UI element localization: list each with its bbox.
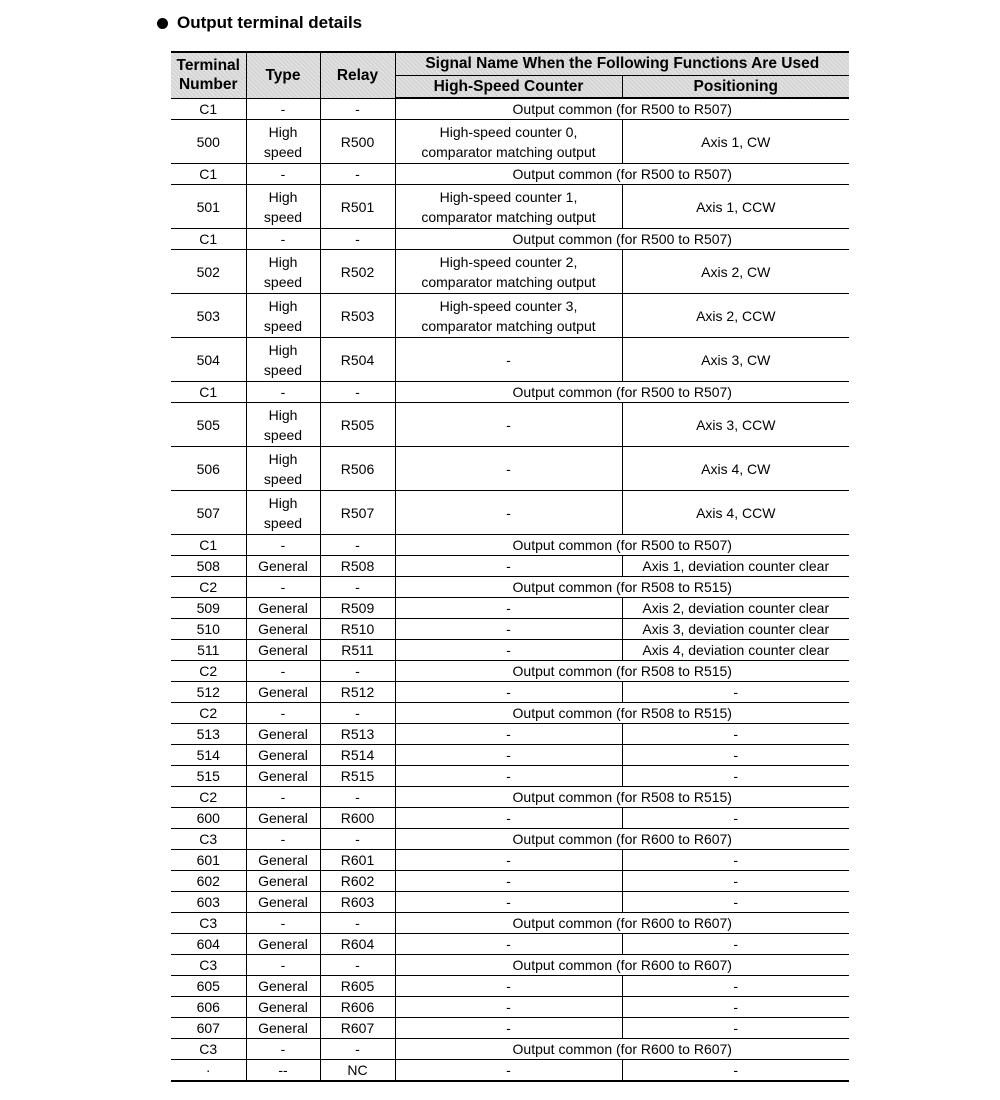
terminal-number-cell: 512 [171, 682, 246, 703]
positioning-cell: Axis 1, CCW [622, 185, 849, 229]
positioning-cell: - [622, 808, 849, 829]
relay-cell: R601 [320, 850, 395, 871]
positioning-cell: - [622, 934, 849, 955]
terminal-number-cell: 508 [171, 556, 246, 577]
terminal-number-cell: 509 [171, 598, 246, 619]
terminal-number-cell: C2 [171, 787, 246, 808]
positioning-cell: Axis 1, CW [622, 120, 849, 164]
type-cell: General [246, 808, 320, 829]
header-terminal-number: Terminal Number [171, 52, 246, 98]
high-speed-counter-cell: - [395, 491, 622, 535]
high-speed-counter-cell: High-speed counter 1, comparator matching output [395, 185, 622, 229]
terminal-number-cell: C3 [171, 955, 246, 976]
type-cell: High speed [246, 403, 320, 447]
type-cell: - [246, 1039, 320, 1060]
high-speed-counter-cell: - [395, 997, 622, 1018]
high-speed-counter-cell: - [395, 1018, 622, 1039]
high-speed-counter-cell: - [395, 724, 622, 745]
common-row [171, 703, 849, 724]
terminal-row [171, 598, 849, 619]
output-common-cell: Output common (for R500 to R507) [395, 229, 849, 250]
type-cell: General [246, 934, 320, 955]
terminal-number-cell: 504 [171, 338, 246, 382]
terminal-number-cell: 603 [171, 892, 246, 913]
positioning-cell: - [622, 1060, 849, 1082]
positioning-cell: Axis 2, CCW [622, 294, 849, 338]
terminal-number-cell: C3 [171, 1039, 246, 1060]
terminal-number-cell: 601 [171, 850, 246, 871]
terminal-row [171, 934, 849, 955]
terminal-row [171, 745, 849, 766]
high-speed-counter-cell: - [395, 976, 622, 997]
relay-cell: R511 [320, 640, 395, 661]
terminal-number-cell: 500 [171, 120, 246, 164]
type-cell: General [246, 682, 320, 703]
terminal-number-cell: 503 [171, 294, 246, 338]
terminal-number-cell: 505 [171, 403, 246, 447]
terminal-number-cell: · [171, 1060, 246, 1082]
terminal-row [171, 556, 849, 577]
relay-cell: - [320, 229, 395, 250]
high-speed-counter-cell: - [395, 766, 622, 787]
terminal-row [171, 766, 849, 787]
terminal-row [171, 447, 849, 491]
type-cell: High speed [246, 185, 320, 229]
relay-cell: - [320, 382, 395, 403]
common-row [171, 661, 849, 682]
relay-cell: R501 [320, 185, 395, 229]
type-cell: - [246, 703, 320, 724]
positioning-cell: - [622, 1018, 849, 1039]
terminal-number-cell: 501 [171, 185, 246, 229]
relay-cell: R604 [320, 934, 395, 955]
positioning-cell: Axis 1, deviation counter clear [622, 556, 849, 577]
common-row [171, 382, 849, 403]
terminal-number-cell: C1 [171, 229, 246, 250]
relay-cell: - [320, 955, 395, 976]
terminal-row [171, 850, 849, 871]
output-common-cell: Output common (for R600 to R607) [395, 955, 849, 976]
terminal-row [171, 185, 849, 229]
output-common-cell: Output common (for R600 to R607) [395, 1039, 849, 1060]
type-cell: General [246, 619, 320, 640]
relay-cell: R602 [320, 871, 395, 892]
terminal-row [171, 1018, 849, 1039]
high-speed-counter-cell: - [395, 850, 622, 871]
terminal-row [171, 997, 849, 1018]
output-common-cell: Output common (for R508 to R515) [395, 787, 849, 808]
relay-cell: R508 [320, 556, 395, 577]
common-row [171, 577, 849, 598]
positioning-cell: Axis 3, CW [622, 338, 849, 382]
terminal-number-cell: 513 [171, 724, 246, 745]
type-cell: - [246, 913, 320, 934]
positioning-cell: Axis 2, deviation counter clear [622, 598, 849, 619]
output-common-cell: Output common (for R508 to R515) [395, 661, 849, 682]
terminal-row [171, 724, 849, 745]
relay-cell: R502 [320, 250, 395, 294]
high-speed-counter-cell: - [395, 934, 622, 955]
type-cell: High speed [246, 294, 320, 338]
relay-cell: R513 [320, 724, 395, 745]
terminal-number-cell: C2 [171, 703, 246, 724]
type-cell: High speed [246, 120, 320, 164]
terminal-number-cell: C3 [171, 913, 246, 934]
type-cell: -- [246, 1060, 320, 1082]
terminal-row [171, 491, 849, 535]
type-cell: General [246, 556, 320, 577]
type-cell: General [246, 850, 320, 871]
type-cell: General [246, 976, 320, 997]
type-cell: General [246, 1018, 320, 1039]
positioning-cell: Axis 4, deviation counter clear [622, 640, 849, 661]
table-header [171, 52, 849, 98]
type-cell: General [246, 892, 320, 913]
common-row [171, 164, 849, 185]
high-speed-counter-cell: - [395, 808, 622, 829]
terminal-row [171, 294, 849, 338]
type-cell: - [246, 382, 320, 403]
type-cell: - [246, 787, 320, 808]
relay-cell: - [320, 913, 395, 934]
terminal-row [171, 619, 849, 640]
type-cell: General [246, 997, 320, 1018]
terminal-number-cell: 506 [171, 447, 246, 491]
output-common-cell: Output common (for R508 to R515) [395, 577, 849, 598]
terminal-number-cell: C3 [171, 829, 246, 850]
positioning-cell: - [622, 892, 849, 913]
type-cell: - [246, 829, 320, 850]
terminal-number-cell: C2 [171, 577, 246, 598]
high-speed-counter-cell: High-speed counter 3, comparator matching output [395, 294, 622, 338]
high-speed-counter-cell: - [395, 1060, 622, 1082]
high-speed-counter-cell: - [395, 447, 622, 491]
type-cell: General [246, 766, 320, 787]
high-speed-counter-cell: - [395, 619, 622, 640]
high-speed-counter-cell: - [395, 403, 622, 447]
type-cell: High speed [246, 447, 320, 491]
high-speed-counter-cell: - [395, 556, 622, 577]
relay-cell: - [320, 787, 395, 808]
terminal-number-cell: C1 [171, 98, 246, 120]
type-cell: - [246, 577, 320, 598]
relay-cell: - [320, 1039, 395, 1060]
type-cell: High speed [246, 491, 320, 535]
high-speed-counter-cell: High-speed counter 0, comparator matching output [395, 120, 622, 164]
relay-cell: - [320, 98, 395, 120]
high-speed-counter-cell: - [395, 640, 622, 661]
relay-cell: R500 [320, 120, 395, 164]
terminal-row [171, 682, 849, 703]
terminal-number-cell: 600 [171, 808, 246, 829]
header-high-speed-counter: High-Speed Counter [395, 75, 622, 98]
terminal-number-cell: C1 [171, 382, 246, 403]
terminal-row [171, 976, 849, 997]
terminal-number-cell: C2 [171, 661, 246, 682]
output-common-cell: Output common (for R500 to R507) [395, 382, 849, 403]
common-row [171, 955, 849, 976]
terminal-number-cell: 515 [171, 766, 246, 787]
relay-cell: NC [320, 1060, 395, 1082]
relay-cell: R504 [320, 338, 395, 382]
header-signal-name: Signal Name When the Following Functions Are Used [395, 52, 849, 75]
high-speed-counter-cell: - [395, 598, 622, 619]
terminal-number-cell: 606 [171, 997, 246, 1018]
type-cell: General [246, 640, 320, 661]
output-common-cell: Output common (for R500 to R507) [395, 164, 849, 185]
terminal-number-cell: C1 [171, 535, 246, 556]
header-relay: Relay [320, 52, 395, 98]
terminal-number-cell: C1 [171, 164, 246, 185]
relay-cell: R606 [320, 997, 395, 1018]
positioning-cell: Axis 3, deviation counter clear [622, 619, 849, 640]
terminal-row [171, 338, 849, 382]
relay-cell: R510 [320, 619, 395, 640]
positioning-cell: Axis 4, CCW [622, 491, 849, 535]
relay-cell: R514 [320, 745, 395, 766]
terminal-number-cell: 510 [171, 619, 246, 640]
high-speed-counter-cell: High-speed counter 2, comparator matching output [395, 250, 622, 294]
terminal-number-cell: 511 [171, 640, 246, 661]
type-cell: - [246, 955, 320, 976]
type-cell: - [246, 98, 320, 120]
section-heading [157, 11, 362, 35]
positioning-cell: - [622, 850, 849, 871]
common-row [171, 535, 849, 556]
terminal-row [171, 892, 849, 913]
high-speed-counter-cell: - [395, 338, 622, 382]
terminal-row [171, 120, 849, 164]
header-type: Type [246, 52, 320, 98]
terminal-number-cell: 514 [171, 745, 246, 766]
terminal-number-cell: 502 [171, 250, 246, 294]
positioning-cell: - [622, 976, 849, 997]
relay-cell: R506 [320, 447, 395, 491]
relay-cell: R603 [320, 892, 395, 913]
output-terminal-table [171, 51, 849, 1082]
type-cell: - [246, 535, 320, 556]
terminal-row [171, 250, 849, 294]
section-heading-text: Output terminal details [177, 13, 363, 32]
bullet-icon [157, 18, 168, 29]
positioning-cell: - [622, 997, 849, 1018]
positioning-cell: Axis 4, CW [622, 447, 849, 491]
positioning-cell: - [622, 871, 849, 892]
high-speed-counter-cell: - [395, 682, 622, 703]
type-cell: General [246, 598, 320, 619]
output-common-cell: Output common (for R600 to R607) [395, 913, 849, 934]
output-common-cell: Output common (for R500 to R507) [395, 535, 849, 556]
relay-cell: R512 [320, 682, 395, 703]
terminal-row [171, 1060, 849, 1082]
output-common-cell: Output common (for R508 to R515) [395, 703, 849, 724]
relay-cell: R509 [320, 598, 395, 619]
output-common-cell: Output common (for R600 to R607) [395, 829, 849, 850]
common-row [171, 229, 849, 250]
high-speed-counter-cell: - [395, 745, 622, 766]
type-cell: High speed [246, 338, 320, 382]
terminal-number-cell: 507 [171, 491, 246, 535]
relay-cell: R607 [320, 1018, 395, 1039]
relay-cell: - [320, 661, 395, 682]
terminal-row [171, 403, 849, 447]
terminal-number-cell: 604 [171, 934, 246, 955]
type-cell: High speed [246, 250, 320, 294]
common-row [171, 829, 849, 850]
relay-cell: - [320, 164, 395, 185]
positioning-cell: - [622, 724, 849, 745]
terminal-number-cell: 602 [171, 871, 246, 892]
positioning-cell: - [622, 682, 849, 703]
terminal-row [171, 808, 849, 829]
positioning-cell: Axis 3, CCW [622, 403, 849, 447]
relay-cell: R600 [320, 808, 395, 829]
relay-cell: R503 [320, 294, 395, 338]
relay-cell: - [320, 535, 395, 556]
common-row [171, 98, 849, 120]
relay-cell: R515 [320, 766, 395, 787]
relay-cell: R507 [320, 491, 395, 535]
type-cell: General [246, 871, 320, 892]
positioning-cell: Axis 2, CW [622, 250, 849, 294]
relay-cell: - [320, 829, 395, 850]
terminal-number-cell: 607 [171, 1018, 246, 1039]
positioning-cell: - [622, 745, 849, 766]
common-row [171, 1039, 849, 1060]
output-common-cell: Output common (for R500 to R507) [395, 98, 849, 120]
table-body [171, 98, 849, 1081]
terminal-row [171, 640, 849, 661]
high-speed-counter-cell: - [395, 892, 622, 913]
type-cell: General [246, 724, 320, 745]
terminal-row [171, 871, 849, 892]
high-speed-counter-cell: - [395, 871, 622, 892]
type-cell: General [246, 745, 320, 766]
relay-cell: R505 [320, 403, 395, 447]
type-cell: - [246, 164, 320, 185]
relay-cell: - [320, 577, 395, 598]
common-row [171, 913, 849, 934]
type-cell: - [246, 661, 320, 682]
relay-cell: R605 [320, 976, 395, 997]
header-positioning: Positioning [622, 75, 849, 98]
terminal-number-cell: 605 [171, 976, 246, 997]
common-row [171, 787, 849, 808]
relay-cell: - [320, 703, 395, 724]
type-cell: - [246, 229, 320, 250]
positioning-cell: - [622, 766, 849, 787]
